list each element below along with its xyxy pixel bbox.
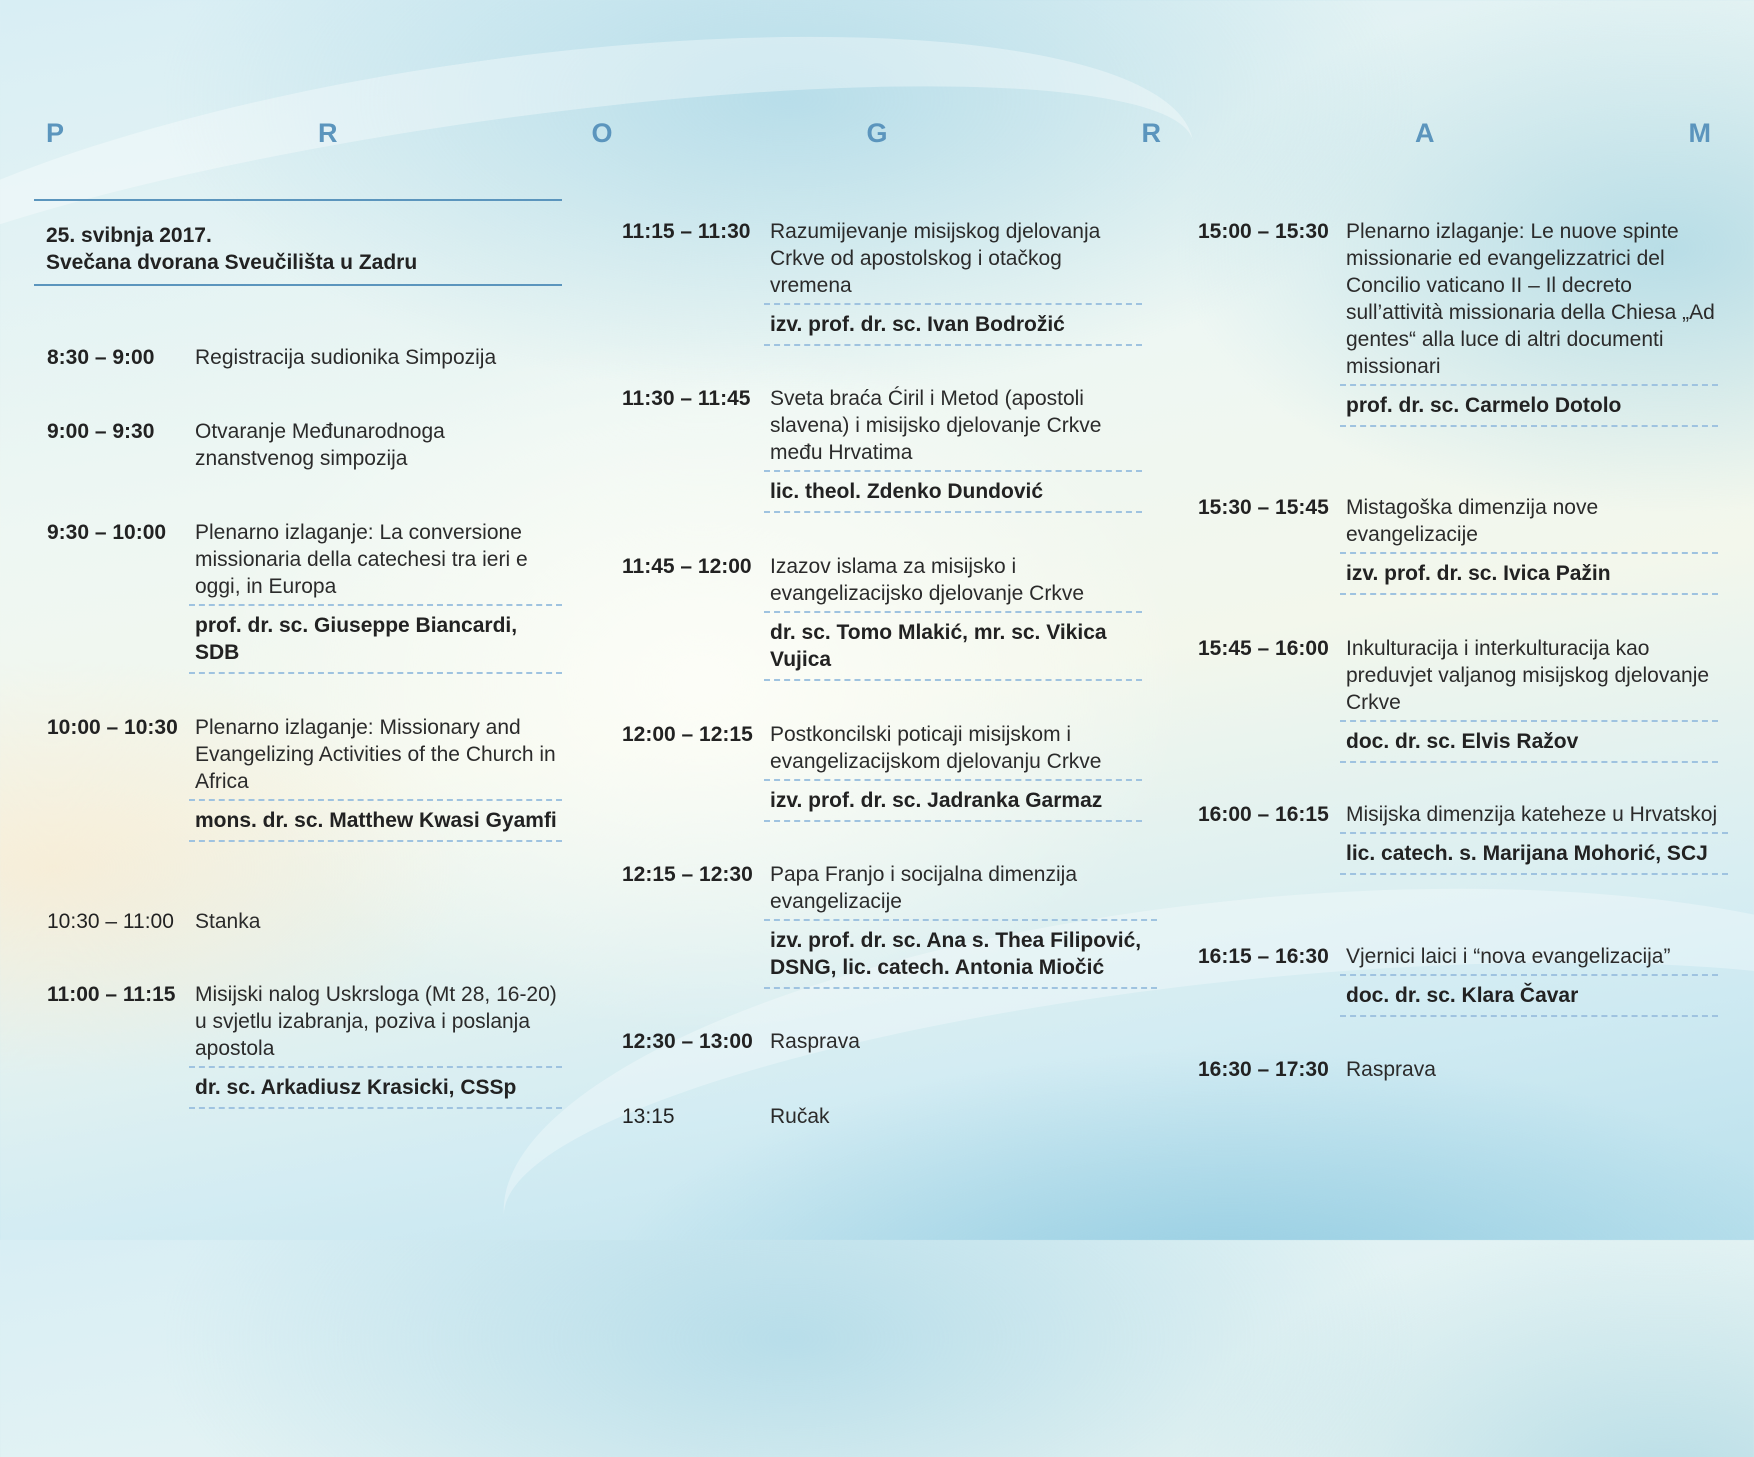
entry-title: Registracija sudionika Simpozija: [195, 346, 497, 369]
entry-speaker: izv. prof. dr. sc. Ivica Pažin: [1340, 552, 1718, 595]
program-entry: [47, 418, 562, 476]
entry-time: 9:30 – 10:00: [47, 521, 167, 544]
program-entry: [47, 908, 562, 939]
entry-time: 11:30 – 11:45: [622, 387, 751, 410]
entry-speaker: izv. prof. dr. sc. Ivan Bodrožić: [764, 303, 1142, 346]
title-letter: P: [46, 118, 65, 148]
entry-title: Plenarno izlaganje: La conversione missionaria della catechesi tra ieri e oggi, in Europa: [195, 521, 528, 598]
entry-time: 9:00 – 9:30: [47, 420, 155, 443]
entry-time: 13:15: [622, 1105, 675, 1128]
event-date: 25. svibnja 2017.: [46, 224, 212, 247]
entry-time: 11:15 – 11:30: [622, 220, 751, 243]
title-letter: R: [1141, 118, 1161, 148]
title-letter: M: [1688, 118, 1711, 148]
entry-title: Mistagoška dimenzija nove evangelizacije: [1346, 496, 1599, 546]
entry-title: Plenarno izlaganje: Le nuove spinte missionarie ed evangelizzatrici del Concilio vaticano II – Il decreto sull’attività missionaria della Chiesa „Ad gentes“ alla luce di altri documenti missionari: [1346, 220, 1715, 378]
entry-speaker: prof. dr. sc. Carmelo Dotolo: [1340, 384, 1718, 427]
program-entry: [1198, 1056, 1718, 1087]
program-entry: [622, 553, 1142, 681]
entry-speaker: lic. catech. s. Marijana Mohorić, SCJ: [1340, 832, 1728, 875]
entry-speaker: izv. prof. dr. sc. Ana s. Thea Filipović, DSNG, lic. catech. Antonia Miočić: [764, 919, 1157, 989]
entry-title: Plenarno izlaganje: Missionary and Evangelizing Activities of the Church in Africa: [195, 716, 556, 793]
program-entry: [47, 344, 562, 375]
entry-title: Stanka: [195, 910, 261, 933]
entry-time: 10:30 – 11:00: [47, 910, 174, 933]
entry-speaker: doc. dr. sc. Elvis Ražov: [1340, 720, 1718, 763]
program-entry: [622, 385, 1142, 513]
entry-time: 12:15 – 12:30: [622, 863, 753, 886]
program-entry: [622, 1028, 1142, 1059]
program-entry: [622, 721, 1142, 822]
entry-time: 15:00 – 15:30: [1198, 220, 1329, 243]
entry-title: Izazov islama za misijsko i evangelizacijsko djelovanje Crkve: [770, 555, 1084, 605]
entry-time: 12:30 – 13:00: [622, 1030, 753, 1053]
entry-title: Sveta braća Ćiril i Metod (apostoli slavena) i misijsko djelovanje Crkve među Hrvatima: [770, 387, 1102, 464]
entry-title: Ručak: [770, 1105, 830, 1128]
entry-time: 16:00 – 16:15: [1198, 803, 1329, 826]
entry-title: Otvaranje Međunarodnoga znanstvenog simpozija: [195, 420, 445, 470]
program-entry: [47, 519, 562, 674]
program-entry: [47, 981, 562, 1109]
title-letter: G: [866, 118, 888, 148]
entry-speaker: dr. sc. Arkadiusz Krasicki, CSSp: [189, 1066, 562, 1109]
entry-time: 15:45 – 16:00: [1198, 637, 1329, 660]
entry-title: Razumijevanje misijskog djelovanja Crkve od apostolskog i otačkog vremena: [770, 220, 1101, 297]
program-entry: [1198, 943, 1718, 1017]
entry-time: 15:30 – 15:45: [1198, 496, 1329, 519]
entry-title: Postkoncilski poticaji misijskom i evangelizacijskom djelovanju Crkve: [770, 723, 1102, 773]
entry-speaker: dr. sc. Tomo Mlakić, mr. sc. Vikica Vujica: [764, 611, 1142, 681]
title-letter: O: [591, 118, 613, 148]
program-entry: [622, 218, 1142, 346]
entry-title: Misijski nalog Uskrsloga (Mt 28, 16-20) u svjetlu izabranja, poziva i poslanja apostola: [195, 983, 557, 1060]
title-letter: A: [1414, 118, 1435, 148]
entry-time: 11:00 – 11:15: [47, 983, 176, 1006]
entry-speaker: doc. dr. sc. Klara Čavar: [1340, 974, 1718, 1017]
entry-time: 11:45 – 12:00: [622, 555, 752, 578]
program-entry: [622, 1103, 1142, 1134]
entry-time: 10:00 – 10:30: [47, 716, 178, 739]
program-entry: [47, 714, 562, 842]
entry-title: Misijska dimenzija kateheze u Hrvatskoj: [1346, 803, 1718, 826]
entry-speaker: izv. prof. dr. sc. Jadranka Garmaz: [764, 779, 1142, 822]
entry-title: Rasprava: [1346, 1058, 1436, 1081]
entry-speaker: lic. theol. Zdenko Dundović: [764, 470, 1142, 513]
entry-time: 16:30 – 17:30: [1198, 1058, 1329, 1081]
program-entry: [1198, 635, 1718, 763]
event-venue: Svečana dvorana Sveučilišta u Zadru: [46, 251, 418, 274]
program-entry: [622, 861, 1157, 989]
entry-speaker: prof. dr. sc. Giuseppe Biancardi, SDB: [189, 604, 562, 674]
event-header: [34, 199, 562, 286]
entry-time: 12:00 – 12:15: [622, 723, 753, 746]
program-entry: [1198, 494, 1718, 595]
page-title: [46, 118, 1711, 149]
entry-title: Vjernici laici i “nova evangelizacija”: [1346, 945, 1671, 968]
entry-time: 16:15 – 16:30: [1198, 945, 1329, 968]
program-entry: [1198, 801, 1728, 875]
program-entry: [1198, 218, 1718, 427]
entry-title: Papa Franjo i socijalna dimenzija evangelizacije: [770, 863, 1077, 913]
entry-time: 8:30 – 9:00: [47, 346, 155, 369]
entry-speaker: mons. dr. sc. Matthew Kwasi Gyamfi: [189, 799, 562, 842]
entry-title: Rasprava: [770, 1030, 860, 1053]
entry-title: Inkulturacija i interkulturacija kao preduvjet valjanog misijskog djelovanje Crkve: [1346, 637, 1710, 714]
title-letter: R: [318, 118, 338, 148]
